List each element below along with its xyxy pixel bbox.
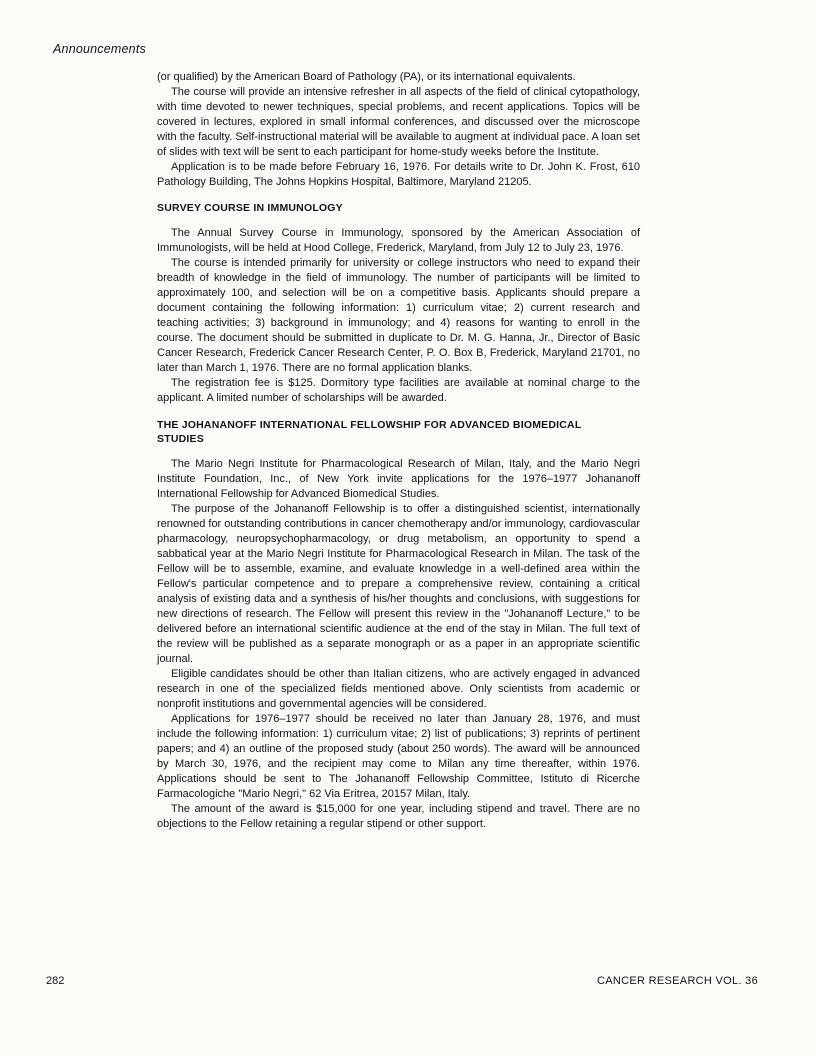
paragraph: The purpose of the Johananoff Fellowship is to offer a distinguished scientist, internationally renowned for outstanding contributions in cancer chemotherapy and/or immunology, cardiovascular pharmacology, neuropsychopharmacology, or drug metabolism, an opportunity to spend a sabbatical year at the Mario Negri Institute for Pharmacological Research in Milan. The task of the Fellow will be to assemble, examine, and evaluate knowledge in a well-defined area within the Fellow's particular competence and to prepare a comprehensive review, containing a critical analysis of existing data and a synthesis of his/her thoughts and conclusions, with suggestions for new directions of research. The Fellow will present this review in the "Johananoff Lecture," to be delivered before an international scientific audience at the end of the stay in Milan. The full text of the review will be published as a separate monograph or as a paper in an appropriate scientific journal. — [157, 503, 640, 665]
paragraph: The registration fee is $125. Dormitory type facilities are available at nominal charge to the applicant. A limited number of scholarships will be awarded. — [157, 377, 640, 404]
section-heading: THE JOHANANOFF INTERNATIONAL FELLOWSHIP FOR ADVANCED BIOMEDICAL STUDIES — [157, 419, 582, 445]
paragraph: Eligible candidates should be other than Italian citizens, who are actively engaged in advanced research in one of the specialized fields mentioned above. Only scientists from academic or nonprofit institutions and governmental agencies will be considered. — [157, 668, 640, 710]
paragraph: The Annual Survey Course in Immunology, sponsored by the American Association of Immunologists, will be held at Hood College, Frederick, Maryland, from July 12 to July 23, 1976. — [157, 227, 640, 254]
paragraph: (or qualified) by the American Board of Pathology (PA), or its international equivalents. — [157, 71, 576, 83]
paragraph: The course will provide an intensive refresher in all aspects of the field of clinical cytopathology, with time devoted to newer techniques, special problems, and recent applications. Topics will be covered in lectures, explored in small informal conferences, and discussed over the microscope with the faculty. Self-instructional material will be available to augment at individual pace. A loan set of slides with text will be sent to each participant for home-study weeks before the Institute. — [157, 86, 640, 158]
page-number: 282 — [46, 975, 65, 987]
paragraph: Application is to be made before February 16, 1976. For details write to Dr. John K. Frost, 610 Pathology Building, The Johns Hopkins Hospital, Baltimore, Maryland 21205. — [157, 161, 640, 188]
paragraph: The Mario Negri Institute for Pharmacological Research of Milan, Italy, and the Mario Negri Institute Foundation, Inc., of New York invite applications for the 1976–1977 Johananoff International Fellowship for Advanced Biomedical Studies. — [157, 458, 640, 500]
journal-footer: CANCER RESEARCH VOL. 36 — [597, 975, 758, 987]
paragraph: The course is intended primarily for university or college instructors who need to expand their breadth of knowledge in the field of immunology. The number of participants will be limited to approximately 100, and selection will be on a competitive basis. Applicants should prepare a document containing the following information: 1) curriculum vitae; 2) current research and teaching activities; 3) background in immunology; and 4) reasons for wanting to enroll in the course. The document should be submitted in duplicate to Dr. M. G. Hanna, Jr., Director of Basic Cancer Research, Frederick Cancer Research Center, P. O. Box B, Frederick, Maryland 21701, no later than March 1, 1976. There are no formal application blanks. — [157, 257, 640, 374]
paragraph: The amount of the award is $15,000 for one year, including stipend and travel. There are no objections to the Fellow retaining a regular stipend or other support. — [157, 803, 640, 830]
section-heading: SURVEY COURSE IN IMMUNOLOGY — [157, 202, 343, 214]
paragraph: Applications for 1976–1977 should be received no later than January 28, 1976, and must include the following information: 1) curriculum vitae; 2) list of publications; 3) reprints of pertinent papers; and 4) an outline of the proposed study (about 250 words). The award will be announced by March 30, 1976, and the recipient may come to Milan any time thereafter, within 1976. Applications should be sent to The Johananoff Fellowship Committee, Istituto di Ricerche Farmacologiche "Mario Negri," 62 Via Eritrea, 20157 Milan, Italy. — [157, 713, 640, 800]
section-label: Announcements — [53, 42, 146, 56]
article-body — [157, 70, 640, 832]
